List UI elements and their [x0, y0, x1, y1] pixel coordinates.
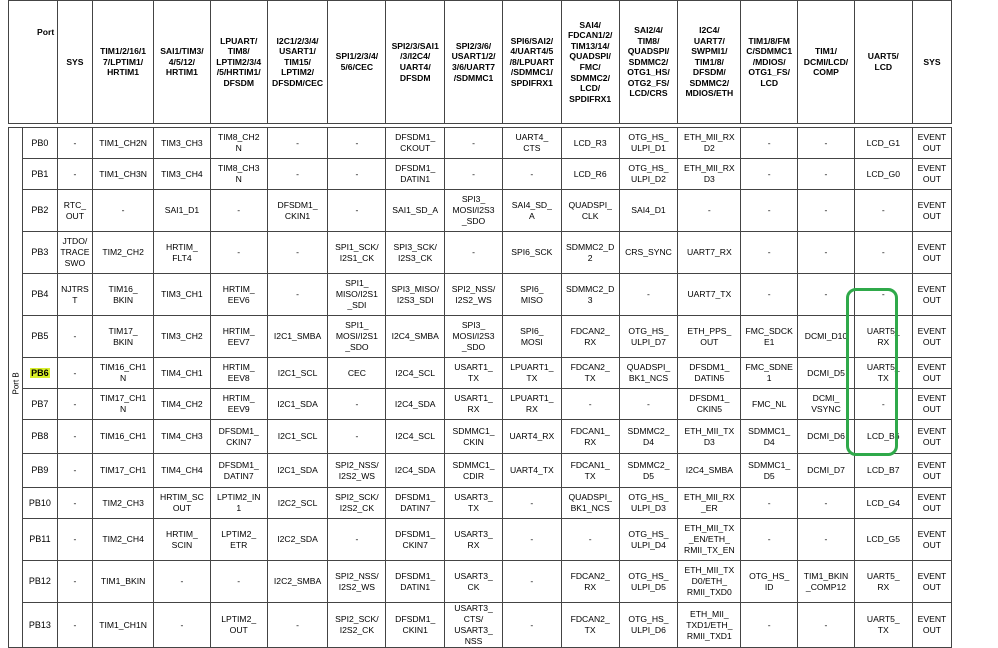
function-cell: EVENT OUT [912, 519, 952, 561]
function-cell: DFSDM1_ DATIN1 [386, 561, 445, 603]
function-cell: UART5_ TX [854, 603, 912, 648]
function-cell: DCMI_D7 [798, 454, 855, 488]
function-cell: SPI6_ MISO [502, 274, 561, 316]
header-af5: SPI1/2/3/4/ 5/6/CEC [328, 1, 386, 124]
function-cell: TIM3_CH3 [154, 128, 211, 159]
function-cell: USART1_ RX [445, 389, 503, 420]
function-cell: LPTIM2_ OUT [210, 603, 267, 648]
function-cell: CRS_SYNC [619, 232, 678, 274]
function-cell: SPI1_ MISO/I2S1 _SDI [328, 274, 386, 316]
function-cell: SPI2_NSS/ I2S2_WS [445, 274, 503, 316]
function-cell: - [502, 488, 561, 519]
function-cell: LCD_R3 [561, 128, 619, 159]
function-cell: - [57, 488, 93, 519]
function-cell: TIM17_CH1 N [93, 389, 154, 420]
function-cell: DCMI_D10 [798, 316, 855, 358]
function-cell: TIM17_ BKIN [93, 316, 154, 358]
table-body [9, 124, 990, 648]
function-cell: - [57, 454, 93, 488]
function-cell: SDMMC1_ D5 [741, 454, 798, 488]
header-row [9, 1, 990, 124]
function-cell: DFSDM1_ CKIN5 [678, 389, 741, 420]
function-cell: SPI3_SCK/ I2S3_CK [386, 232, 445, 274]
function-cell: - [210, 232, 267, 274]
header-af3: LPUART/ TIM8/ LPTIM2/3/4 /5/HRTIM1/ DFSDM [210, 1, 267, 124]
function-cell: UART5_ RX [854, 561, 912, 603]
header-af2: SAI1/TIM3/ 4/5/12/ HRTIM1 [154, 1, 211, 124]
table-row [9, 420, 990, 454]
function-cell: - [854, 389, 912, 420]
highlighted-pin-label: PB6 [31, 367, 49, 378]
function-cell: ETH_MII_RX _ER [678, 488, 741, 519]
function-cell: HRTIM_ EEV8 [210, 358, 267, 389]
function-cell: SPI6_SCK [502, 232, 561, 274]
function-cell: TIM16_CH1 [93, 420, 154, 454]
header-sys: SYS [57, 1, 93, 124]
function-cell: UART4_ CTS [502, 128, 561, 159]
function-cell: - [267, 274, 328, 316]
function-cell: USART3_ RX [445, 519, 503, 561]
pin-name: PB7 [23, 389, 57, 420]
function-cell: I2C2_SDA [267, 519, 328, 561]
function-cell: - [57, 316, 93, 358]
function-cell: HRTIM_ EEV6 [210, 274, 267, 316]
function-cell: LPUART1_ TX [502, 358, 561, 389]
function-cell: UART7_TX [678, 274, 741, 316]
pin-name: PB9 [23, 454, 57, 488]
table-row [9, 316, 990, 358]
function-cell: I2C4_SDA [386, 389, 445, 420]
function-cell: DFSDM1_ DATIN1 [386, 159, 445, 190]
function-cell: FMC_NL [741, 389, 798, 420]
function-cell: EVENT OUT [912, 274, 952, 316]
table-row [9, 232, 990, 274]
header-af9: SAI4/ FDCAN1/2/ TIM13/14/ QUADSPI/ FMC/ SDMMC2/ LCD/ SPDIFRX1 [561, 1, 619, 124]
table-row [9, 603, 990, 648]
function-cell: TIM4_CH3 [154, 420, 211, 454]
function-cell: SPI6_ MOSI [502, 316, 561, 358]
function-cell: TIM16_ BKIN [93, 274, 154, 316]
function-cell: ETH_MII_TX D0/ETH_ RMII_TXD0 [678, 561, 741, 603]
function-cell: QUADSPI_ CLK [561, 190, 619, 232]
function-cell: FDCAN2_ TX [561, 358, 619, 389]
function-cell: ETH_PPS_ OUT [678, 316, 741, 358]
header-af7: SPI2/3/6/ USART1/2/ 3/6/UART7 /SDMMC1 [445, 1, 503, 124]
function-cell: I2C4_SMBA [386, 316, 445, 358]
function-cell: TIM2_CH2 [93, 232, 154, 274]
function-cell: EVENT OUT [912, 128, 952, 159]
function-cell: QUADSPI_ BK1_NCS [619, 358, 678, 389]
function-cell: - [328, 128, 386, 159]
function-cell: SAI4_D1 [619, 190, 678, 232]
function-cell: I2C1_SCL [267, 420, 328, 454]
function-cell: LCD_G1 [854, 128, 912, 159]
function-cell: EVENT OUT [912, 159, 952, 190]
header-af13: TIM1/ DCMI/LCD/ COMP [798, 1, 855, 124]
function-cell: - [210, 190, 267, 232]
function-cell: - [57, 603, 93, 648]
function-cell: - [267, 159, 328, 190]
function-cell: FMC_SDCK E1 [741, 316, 798, 358]
function-cell: SPI2_SCK/ I2S2_CK [328, 603, 386, 648]
function-cell: DFSDM1_ CKIN1 [386, 603, 445, 648]
function-cell: LCD_G5 [854, 519, 912, 561]
header-sys-end: SYS [912, 1, 952, 124]
function-cell: - [798, 190, 855, 232]
function-cell: USART3_ CTS/ USART3_ NSS [445, 603, 503, 648]
function-cell: LCD_G0 [854, 159, 912, 190]
function-cell: CEC [328, 358, 386, 389]
pin-table-container [8, 0, 990, 648]
function-cell: - [93, 190, 154, 232]
function-cell: TIM4_CH4 [154, 454, 211, 488]
pin-name: PB2 [23, 190, 57, 232]
function-cell: TIM4_CH1 [154, 358, 211, 389]
function-cell: EVENT OUT [912, 389, 952, 420]
function-cell: TIM1_CH2N [93, 128, 154, 159]
function-cell: - [678, 190, 741, 232]
function-cell: ETH_MII_TX D3 [678, 420, 741, 454]
function-cell: EVENT OUT [912, 316, 952, 358]
function-cell: - [57, 358, 93, 389]
function-cell: - [267, 232, 328, 274]
function-cell: OTG_HS_ ULPI_D7 [619, 316, 678, 358]
table-row [9, 519, 990, 561]
function-cell: - [798, 488, 855, 519]
function-cell: EVENT OUT [912, 190, 952, 232]
function-cell: - [267, 603, 328, 648]
function-cell: TIM4_CH2 [154, 389, 211, 420]
function-cell: - [741, 232, 798, 274]
function-cell: UART4_RX [502, 420, 561, 454]
function-cell: EVENT OUT [912, 420, 952, 454]
function-cell: - [210, 561, 267, 603]
function-cell: LCD_G4 [854, 488, 912, 519]
header-af14: UART5/ LCD [854, 1, 912, 124]
function-cell: OTG_HS_ ULPI_D1 [619, 128, 678, 159]
pin-name: PB13 [23, 603, 57, 648]
function-cell: HRTIM_ FLT4 [154, 232, 211, 274]
function-cell: LCD_B7 [854, 454, 912, 488]
function-cell: FDCAN1_ RX [561, 420, 619, 454]
function-cell: SPI3_ MOSI/I2S3 _SDO [445, 190, 503, 232]
function-cell: FDCAN2_ TX [561, 603, 619, 648]
pin-name: PB10 [23, 488, 57, 519]
function-cell: - [57, 128, 93, 159]
table-row [9, 389, 990, 420]
function-cell: DCMI_D5 [798, 358, 855, 389]
function-cell: SPI1_ MOSI/I2S1 _SDO [328, 316, 386, 358]
function-cell: - [741, 488, 798, 519]
header-af11: I2C4/ UART7/ SWPMI1/ TIM1/8/ DFSDM/ SDMMC2/ MDIOS/ETH [678, 1, 741, 124]
function-cell: EVENT OUT [912, 561, 952, 603]
pin-name [23, 358, 57, 389]
function-cell: TIM2_CH4 [93, 519, 154, 561]
function-cell: - [854, 190, 912, 232]
function-cell: TIM1_CH1N [93, 603, 154, 648]
function-cell: - [57, 159, 93, 190]
function-cell: DFSDM1_ DATIN7 [386, 488, 445, 519]
function-cell: ETH_MII_ TXD1/ETH_ RMII_TXD1 [678, 603, 741, 648]
function-cell: USART1_ TX [445, 358, 503, 389]
function-cell: FDCAN1_ TX [561, 454, 619, 488]
function-cell: ETH_MII_RX D3 [678, 159, 741, 190]
function-cell: SDMMC1_ CDIR [445, 454, 503, 488]
function-cell: - [445, 232, 503, 274]
function-cell: OTG_HS_ ULPI_D3 [619, 488, 678, 519]
function-cell: - [798, 128, 855, 159]
function-cell: - [798, 519, 855, 561]
function-cell: LCD_B6 [854, 420, 912, 454]
function-cell: - [154, 603, 211, 648]
function-cell: FDCAN2_ RX [561, 316, 619, 358]
function-cell: SPI3_ MOSI/I2S3 _SDO [445, 316, 503, 358]
table-row [9, 488, 990, 519]
function-cell: I2C4_SCL [386, 358, 445, 389]
function-cell: TIM8_CH2 N [210, 128, 267, 159]
table-row [9, 274, 990, 316]
function-cell: EVENT OUT [912, 358, 952, 389]
function-cell: - [57, 519, 93, 561]
function-cell: SDMMC2_D 2 [561, 232, 619, 274]
function-cell: RTC_ OUT [57, 190, 93, 232]
function-cell: - [445, 128, 503, 159]
function-cell: ETH_MII_TX _EN/ETH_ RMII_TX_EN [678, 519, 741, 561]
function-cell: UART7_RX [678, 232, 741, 274]
function-cell: EVENT OUT [912, 603, 952, 648]
table-row [9, 190, 990, 232]
table-row [9, 454, 990, 488]
function-cell: OTG_HS_ ID [741, 561, 798, 603]
table-row [9, 561, 990, 603]
function-cell: I2C4_SMBA [678, 454, 741, 488]
port-group-cell [9, 128, 23, 648]
header-af12: TIM1/8/FM C/SDMMC1 /MDIOS/ OTG1_FS/ LCD [741, 1, 798, 124]
table-row [9, 159, 990, 190]
function-cell: - [154, 561, 211, 603]
function-cell: UART5_ RX [854, 316, 912, 358]
function-cell: SDMMC2_ D4 [619, 420, 678, 454]
function-cell: - [854, 232, 912, 274]
function-cell: - [741, 190, 798, 232]
function-cell: HRTIM_SC OUT [154, 488, 211, 519]
function-cell: - [741, 128, 798, 159]
function-cell: - [561, 389, 619, 420]
function-cell: - [741, 519, 798, 561]
function-cell: EVENT OUT [912, 488, 952, 519]
function-cell: I2C1_SDA [267, 389, 328, 420]
function-cell: - [328, 519, 386, 561]
function-cell: SDMMC2_D 3 [561, 274, 619, 316]
function-cell: DCMI_ VSYNC [798, 389, 855, 420]
function-cell: DFSDM1_ CKIN7 [210, 420, 267, 454]
function-cell: - [502, 561, 561, 603]
function-cell: SDMMC2_ D5 [619, 454, 678, 488]
function-cell: LPTIM2_IN 1 [210, 488, 267, 519]
function-cell: UART5_ TX [854, 358, 912, 389]
function-cell: - [798, 603, 855, 648]
function-cell: - [445, 159, 503, 190]
function-cell: SPI2_NSS/ I2S2_WS [328, 561, 386, 603]
function-cell: I2C4_SCL [386, 420, 445, 454]
header-af8: SPI6/SAI2/ 4/UART4/5 /8/LPUART /SDMMC1/ SPDIFRX1 [502, 1, 561, 124]
function-cell: QUADSPI_ BK1_NCS [561, 488, 619, 519]
function-cell: LPTIM2_ ETR [210, 519, 267, 561]
function-cell: I2C4_SDA [386, 454, 445, 488]
function-cell: TIM1_BKIN _COMP12 [798, 561, 855, 603]
function-cell: - [798, 232, 855, 274]
function-cell: - [57, 420, 93, 454]
function-cell: SPI3_MISO/ I2S3_SDI [386, 274, 445, 316]
function-cell: - [267, 128, 328, 159]
function-cell: TIM17_CH1 [93, 454, 154, 488]
function-cell: SAI1_D1 [154, 190, 211, 232]
function-cell: SPI1_SCK/ I2S1_CK [328, 232, 386, 274]
function-cell: - [741, 603, 798, 648]
function-cell: DCMI_D6 [798, 420, 855, 454]
pin-name: PB0 [23, 128, 57, 159]
function-cell: HRTIM_ SCIN [154, 519, 211, 561]
function-cell: - [798, 159, 855, 190]
function-cell: I2C1_SMBA [267, 316, 328, 358]
function-cell: TIM2_CH3 [93, 488, 154, 519]
header-af1: TIM1/2/16/1 7/LPTIM1/ HRTIM1 [93, 1, 154, 124]
function-cell: - [502, 603, 561, 648]
pin-name: PB3 [23, 232, 57, 274]
function-cell: - [502, 519, 561, 561]
function-cell: TIM3_CH2 [154, 316, 211, 358]
function-cell: - [741, 159, 798, 190]
function-cell: SPI2_SCK/ I2S2_CK [328, 488, 386, 519]
function-cell: SAI1_SD_A [386, 190, 445, 232]
function-cell: SAI4_SD_ A [502, 190, 561, 232]
function-cell: HRTIM_ EEV7 [210, 316, 267, 358]
function-cell: LPUART1_ RX [502, 389, 561, 420]
function-cell: FDCAN2_ RX [561, 561, 619, 603]
pin-name: PB12 [23, 561, 57, 603]
pin-name: PB1 [23, 159, 57, 190]
function-cell: DFSDM1_ CKOUT [386, 128, 445, 159]
function-cell: EVENT OUT [912, 454, 952, 488]
function-cell: TIM1_CH3N [93, 159, 154, 190]
function-cell: SDMMC1_ D4 [741, 420, 798, 454]
function-cell: I2C1_SDA [267, 454, 328, 488]
function-cell: I2C1_SCL [267, 358, 328, 389]
function-cell: OTG_HS_ ULPI_D2 [619, 159, 678, 190]
function-cell: - [854, 274, 912, 316]
function-cell: - [619, 274, 678, 316]
function-cell: TIM16_CH1 N [93, 358, 154, 389]
function-cell: TIM8_CH3 N [210, 159, 267, 190]
function-cell: OTG_HS_ ULPI_D6 [619, 603, 678, 648]
function-cell: - [328, 420, 386, 454]
function-cell: EVENT OUT [912, 232, 952, 274]
function-cell: - [57, 389, 93, 420]
table-row [9, 358, 990, 389]
table-row [9, 128, 990, 159]
function-cell: - [502, 159, 561, 190]
function-cell: OTG_HS_ ULPI_D5 [619, 561, 678, 603]
function-cell: - [798, 274, 855, 316]
function-cell: HRTIM_ EEV9 [210, 389, 267, 420]
function-cell: I2C2_SCL [267, 488, 328, 519]
pin-name: PB5 [23, 316, 57, 358]
function-cell: USART3_ TX [445, 488, 503, 519]
function-cell: - [561, 519, 619, 561]
function-cell: DFSDM1_ DATIN5 [678, 358, 741, 389]
header-af10: SAI2/4/ TIM8/ QUADSPI/ SDMMC2/ OTG1_HS/ OTG2_FS/ LCD/CRS [619, 1, 678, 124]
header-af6: SPI2/3/SAI1 /3/I2C4/ UART4/ DFSDM [386, 1, 445, 124]
header-af4: I2C1/2/3/4/ USART1/ TIM15/ LPTIM2/ DFSDM/CEC [267, 1, 328, 124]
pin-name: PB11 [23, 519, 57, 561]
pin-name: PB8 [23, 420, 57, 454]
function-cell: TIM1_BKIN [93, 561, 154, 603]
function-cell: ETH_MII_RX D2 [678, 128, 741, 159]
header-port: Port [9, 1, 58, 124]
function-cell: LCD_R6 [561, 159, 619, 190]
function-cell: DFSDM1_ DATIN7 [210, 454, 267, 488]
function-cell: FMC_SDNE 1 [741, 358, 798, 389]
function-cell: I2C2_SMBA [267, 561, 328, 603]
alternate-function-table [8, 0, 990, 648]
function-cell: - [57, 561, 93, 603]
function-cell: NJTRST [57, 274, 93, 316]
function-cell: DFSDM1_ CKIN1 [267, 190, 328, 232]
function-cell: TIM3_CH1 [154, 274, 211, 316]
pin-name: PB4 [23, 274, 57, 316]
function-cell: TIM3_CH4 [154, 159, 211, 190]
function-cell: - [741, 274, 798, 316]
function-cell: SPI2_NSS/ I2S2_WS [328, 454, 386, 488]
function-cell: SDMMC1_ CKIN [445, 420, 503, 454]
function-cell: UART4_TX [502, 454, 561, 488]
function-cell: JTDO/ TRACE SWO [57, 232, 93, 274]
function-cell: OTG_HS_ ULPI_D4 [619, 519, 678, 561]
function-cell: DFSDM1_ CKIN7 [386, 519, 445, 561]
function-cell: - [328, 190, 386, 232]
function-cell: - [328, 159, 386, 190]
function-cell: - [328, 389, 386, 420]
function-cell: USART3_ CK [445, 561, 503, 603]
function-cell: - [619, 389, 678, 420]
port-group-label: Port B [11, 372, 21, 395]
